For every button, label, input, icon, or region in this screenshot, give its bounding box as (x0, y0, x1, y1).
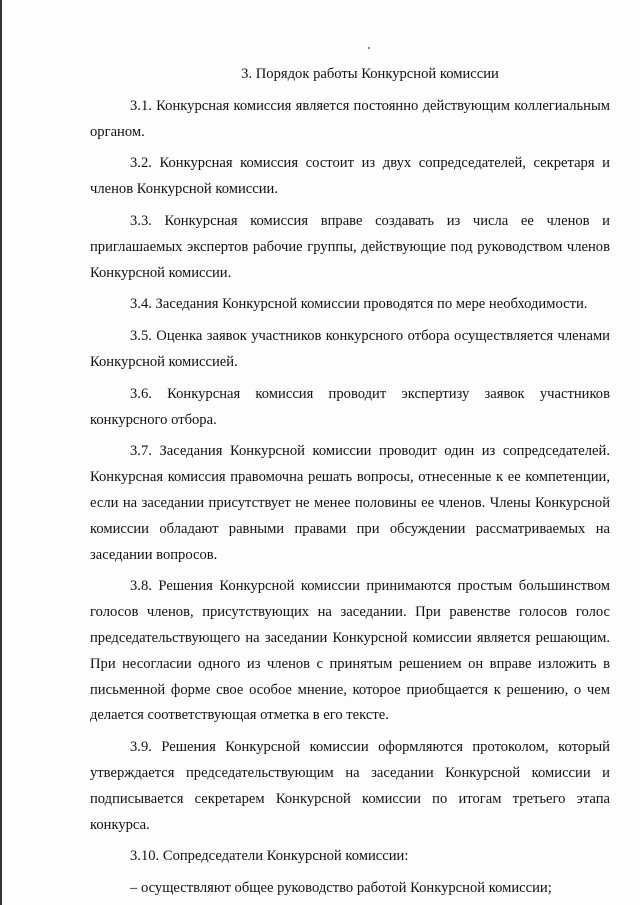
paragraph-3-5: 3.5. Оценка заявок участников конкурсного отбора осуществляется членами Конкурсной комиссией. (90, 328, 610, 370)
paragraph-3-10: 3.10. Сопредседатели Конкурсной комиссии: (130, 848, 409, 865)
section-heading: 3. Порядок работы Конкурсной комиссии (241, 66, 499, 82)
paragraph-3-9: 3.9. Решения Конкурсной комиссии оформляются протоколом, который утверждается председательствующим на заседании Конкурсной комиссии и подписывается секретарем Конкурсной комиссии по итогам третьего этапа конкурса. (90, 739, 610, 833)
paragraph-3-6: 3.6. Конкурсная комиссия проводит экспертизу заявок участников конкурсного отбора. (90, 385, 610, 428)
paragraph-3-3: 3.3. Конкурсная комиссия вправе создавать из числа ее членов и приглашаемых экспертов рабочие группы, действующие под руководством членов Конкурсной комиссии. (90, 212, 610, 281)
paragraph-3-7: 3.7. Заседания Конкурсной комиссии проводит один из сопредседателей. Конкурсная комиссия правомочна решать вопросы, отнесенные к ее компетенции, если на заседании присутствует не менее половины ее членов. Члены Конкурсной комиссии обладают равными правами при обсуждении рассматриваемых на заседании вопросов. (90, 443, 610, 563)
list-item-general-management: – осуществляют общее руководство работой Конкурсной комиссии; (130, 880, 552, 897)
scan-speck (368, 47, 370, 49)
paragraph-3-8: 3.8. Решения Конкурсной комиссии принимаются простым большинством голосов членов, присутствующих на заседании. При равенстве голосов голос председательствующего на заседании Конкурсной комиссии является решающим. При несогласии одного из членов с принятым решением он вправе изложить в письменной форме свое особое мнение, которое приобщается к решению, о чем делается соответствующая отметка в его тексте. (90, 578, 610, 724)
paragraph-3-4: 3.4. Заседания Конкурсной комиссии проводятся по мере необходимости. (130, 296, 588, 313)
paragraph-3-2: 3.2. Конкурсная комиссия состоит из двух сопредседателей, секретаря и членов Конкурсной комиссии. (90, 155, 610, 198)
paragraph-3-1: 3.1. Конкурсная комиссия является постоянно действующим коллегиальным органом. (90, 97, 610, 140)
document-body (90, 62, 610, 902)
